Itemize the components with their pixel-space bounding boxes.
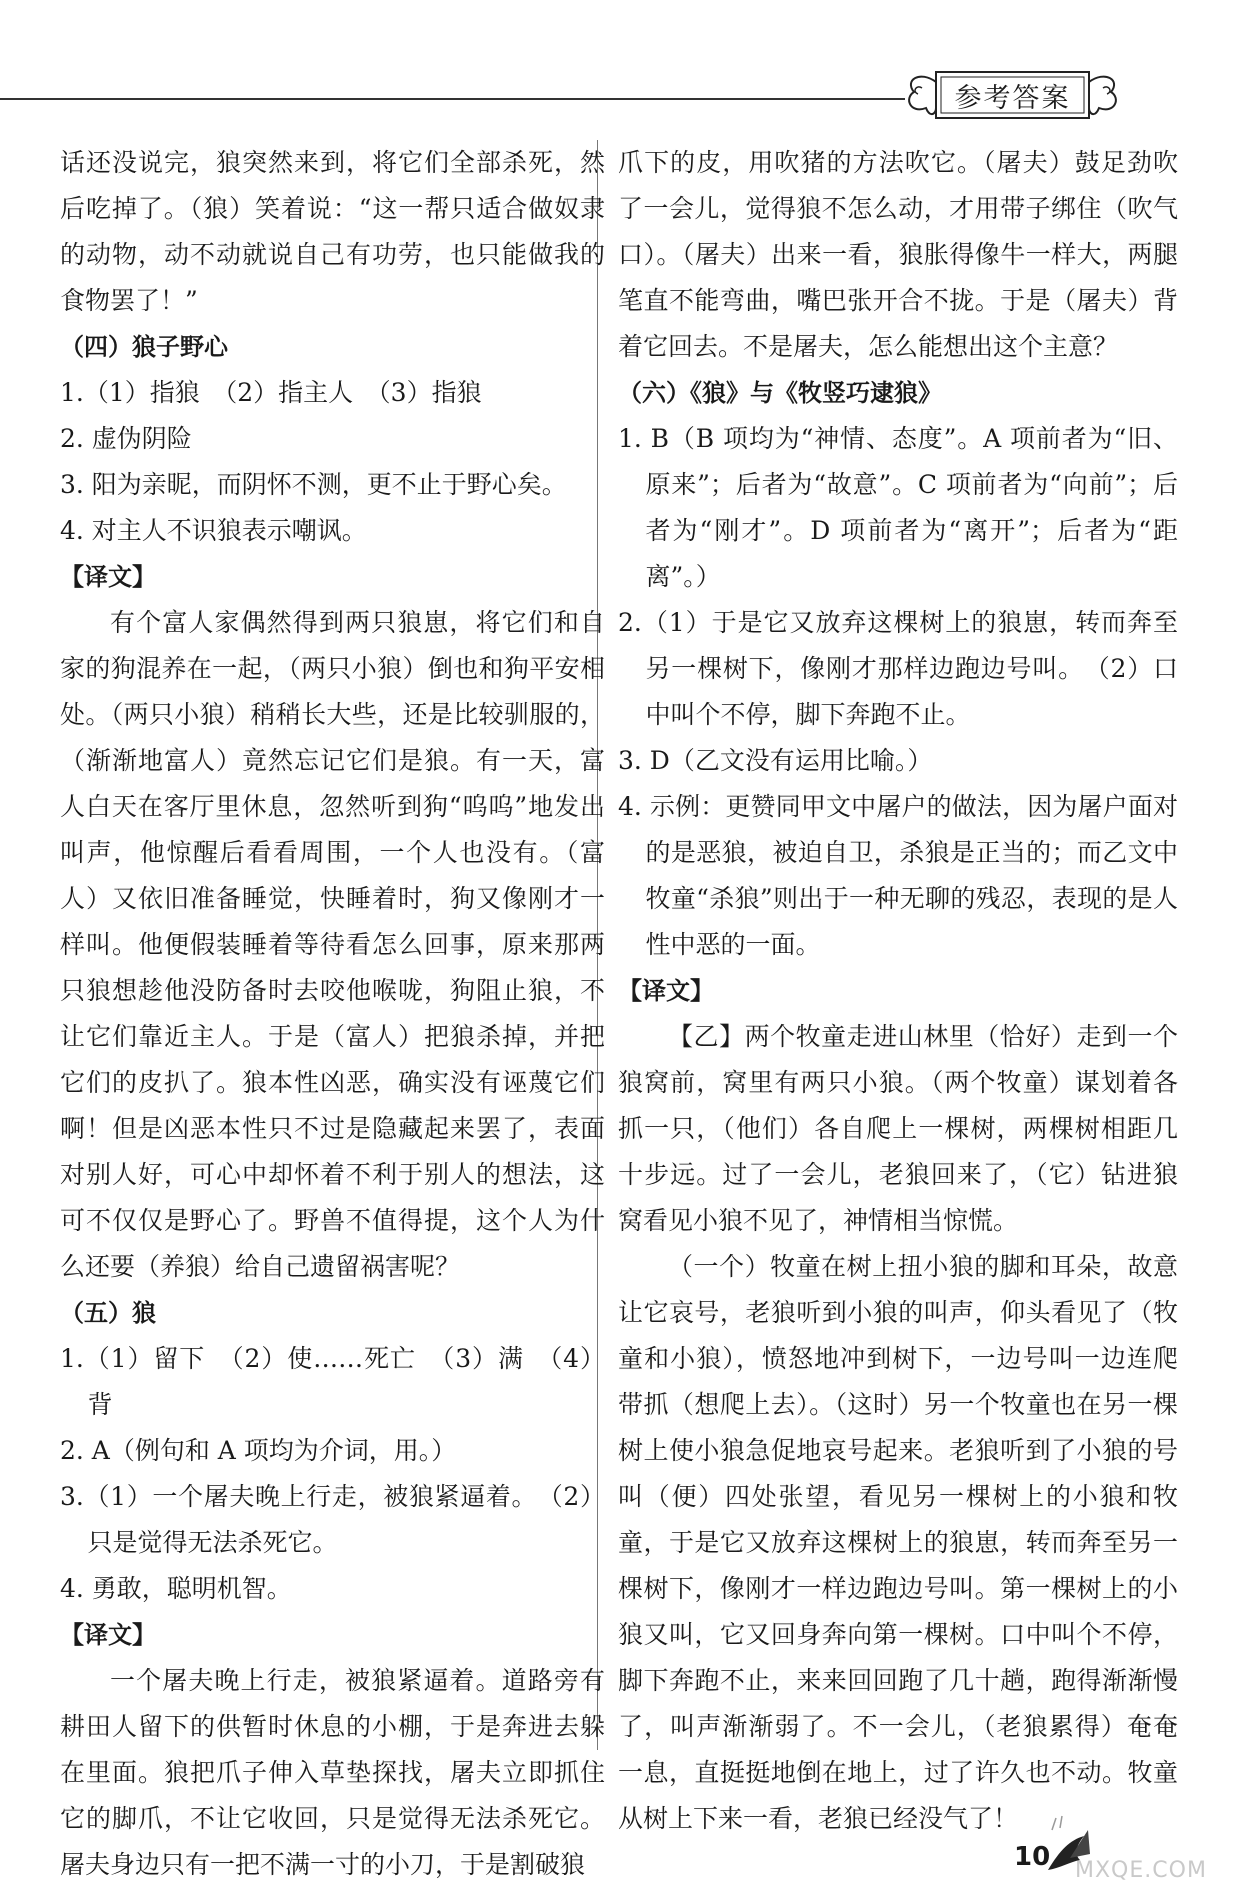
header-title: 参考答案 <box>954 82 1071 114</box>
translation-paragraph: 有个富人家偶然得到两只狼崽，将它们和自家的狗混养在一起，（两只小狼）倒也和狗平安相处。（两只小狼）稍稍长大些，还是比较驯服的，（渐渐地富人）竟然忘记它们是狼。有一天，富人白天在客厅里休息，忽然听到狗“呜呜”地发出叫声，他惊醒后看看周围，一个人也没有。（富人）又依旧准备睡觉，快睡着时，狗又像刚才一样叫。他便假装睡着等待看怎么回事，原来那两只狼想趁他没防备时去咬他喉咙，狗阻止狼，不让它们靠近主人。于是（富人）把狼杀掉，并把它们的皮扒了。狼本性凶恶，确实没有诬蔑它们啊！但是凶恶本性只不过是隐藏起来罢了，表面对别人好，可心中却怀着不利于别人的想法，这可不仅仅是野心了。野兽不值得提，这个人为什么还要（养狼）给自己遗留祸害呢？ <box>60 608 605 1281</box>
answer-item: 2.（1）于是它又放弃这棵树上的狼崽，转而奔至另一棵树下，像刚才那样边跑边号叫。 （2）口中叫个不停，脚下奔跑不止。 <box>618 608 1178 729</box>
translation-paragraph: 【乙】两个牧童走进山林里（恰好）走到一个狼窝前，窝里有两只小狼。（两个牧童）谋划着各抓一只，（他们）各自爬上一棵树，两棵树相距几十步远。过了一会儿，老狼回来了，（它）钻进狼窝看见小狼不见了，神情相当惊慌。 <box>618 1022 1178 1235</box>
left-column <box>60 140 605 1888</box>
continuation-paragraph: 爪下的皮，用吹猪的方法吹它。（屠夫）鼓足劲吹了一会儿，觉得狼不怎么动，才用带子绑住（吹气口）。（屠夫）出来一看，狼胀得像牛一样大，两腿笔直不能弯曲，嘴巴张开合不拢。于是（屠夫）背着它回去。不是屠夫，怎么能想出这个主意？ <box>618 148 1178 361</box>
answer-item: 4. 示例：更赞同甲文中屠户的做法，因为屠户面对的是恶狼，被迫自卫，杀狼是正当的；而乙文中牧童“杀狼”则出于一种无聊的残忍，表现的是人性中恶的一面。 <box>618 792 1178 959</box>
section-title: （四）狼子野心 <box>60 333 228 361</box>
answer-item: 2. A（例句和 A 项均为介词，用。） <box>60 1436 457 1465</box>
answer-item: 2. 虚伪阴险 <box>60 424 192 453</box>
translation-paragraph: （一个）牧童在树上扭小狼的脚和耳朵，故意让它哀号，老狼听到小狼的叫声，仰头看见了（牧童和小狼），愤怒地冲到树下，一边号叫一边连爬带抓（想爬上去）。（这时）另一个牧童也在另一棵树上使小狼急促地哀号起来。老狼听到了小狼的号叫（便）四处张望，看见另一棵树上的小狼和牧童，于是它又放弃这棵树上的狼崽，转而奔至另一棵树下，像刚才一样边跑边号叫。第一棵树上的小狼又叫，它又回身奔向第一棵树。口中叫个不停，脚下奔跑不止，来来回回跑了几十趟，跑得渐渐慢了，叫声渐渐弱了。不一会儿，（老狼累得）奄奄一息，直挺挺地倒在地上，过了许久也不动。牧童从树上下来一看，老狼已经没气了！ <box>618 1252 1178 1833</box>
translation-heading: 【译文】 <box>60 563 156 591</box>
answer-item: 1.（1）指狼 （2）指主人 （3）指狼 <box>60 378 482 407</box>
answer-item: 1.（1）留下 （2）使……死亡 （3）满 （4）背 <box>60 1344 605 1419</box>
continuation-paragraph: 话还没说完，狼突然来到，将它们全部杀死，然后吃掉了。（狼）笑着说：“这一帮只适合做奴隶的动物，动不动就说自己有功劳，也只能做我的食物罢了！” <box>60 148 605 315</box>
translation-paragraph: 一个屠夫晚上行走，被狼紧逼着。道路旁有耕田人留下的供暂时休息的小棚，于是奔进去躲在里面。狼把爪子伸入草垫探找，屠夫立即抓住它的脚爪，不让它收回，只是觉得无法杀死它。屠夫身边只有一把不满一寸的小刀，于是割破狼 <box>60 1666 605 1879</box>
answer-item: 3. 阳为亲昵，而阴怀不测，更不止于野心矣。 <box>60 470 567 499</box>
watermark: MXQE.COM <box>1075 1858 1207 1883</box>
header-badge <box>900 62 1125 128</box>
translation-heading: 【译文】 <box>618 977 714 1005</box>
answer-item: 4. 对主人不识狼表示嘲讽。 <box>60 516 367 545</box>
page-number: 10 <box>1014 1842 1051 1872</box>
header-rule <box>0 98 905 100</box>
answer-item: 1. B（B 项均为“神情、态度”。A 项前者为“旧、原来”；后者为“故意”。C 项前者为“向前”；后者为“刚才”。D 项前者为“离开”；后者为“距离”。） <box>618 424 1178 591</box>
answer-item: 4. 勇敢，聪明机智。 <box>60 1574 292 1603</box>
translation-heading: 【译文】 <box>60 1621 156 1649</box>
section-title: （五）狼 <box>60 1299 156 1327</box>
answer-item: 3. D（乙文没有运用比喻。） <box>618 746 933 775</box>
answer-item: 3.（1）一个屠夫晚上行走，被狼紧逼着。 （2）只是觉得无法杀死它。 <box>60 1482 605 1557</box>
section-title: （六）《狼》与《牧竖巧逮狼》 <box>618 379 942 407</box>
right-column <box>618 140 1178 1842</box>
